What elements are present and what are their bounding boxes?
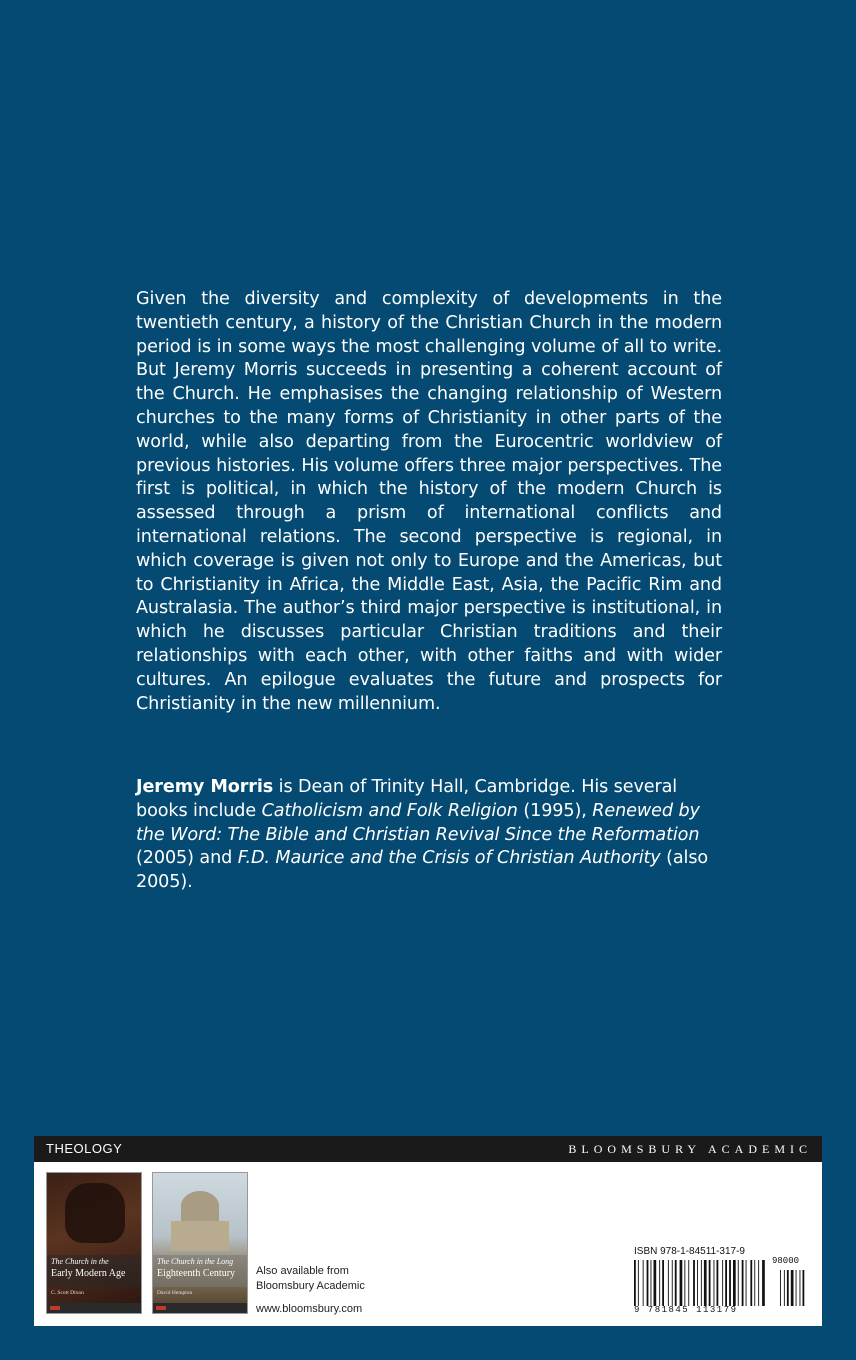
website-link[interactable]: www.bloomsbury.com [256, 1303, 363, 1315]
related-book-cover [46, 1172, 142, 1314]
portrait-image [65, 1183, 125, 1243]
barcode-digits: 9 781845 113179 [634, 1305, 738, 1315]
cathedral-dome-image [181, 1191, 219, 1221]
author-bio [136, 776, 722, 895]
bio-text-4: (also 2005). [136, 848, 709, 893]
back-cover-blurb: Given the diversity and complexity of developments in the twentieth century, a history of the Christian Church in the modern period is in some ways the most challenging volume of all to write. But Jeremy Morris succeeds in presenting a coherent account of the Church. He emphasises the changing relationship of Western churches to the many forms of Christianity in other parts of the world, while also departing from the Eurocentric worldview of previous histories. His volume offers three major perspectives. The first is political, in which the history of the modern Church is assessed through a prism of international conflicts and international relations. The second perspective is regional, in which coverage is given not only to Europe and the Americas, but to Christianity in Africa, the Middle East, Asia, the Pacific Rim and Australasia. The author’s third major perspective is institutional, in which he discusses particular Christian traditions and their relationships with each other, with other faiths and with wider cultures. An epilogue evaluates the future and prospects for Christianity in the new millennium. [136, 289, 722, 714]
author-name: Jeremy Morris [136, 777, 274, 797]
book-title-line1: The Church in the [51, 1257, 109, 1266]
bio-book-2: Renewed by the Word: The Bible and Christian Revival Since the Reformation [136, 800, 700, 845]
bio-book-3: F.D. Maurice and the Crisis of Christian Authority [237, 848, 661, 869]
price-code: 98000 [772, 1256, 800, 1266]
also-available: Also available from Bloomsbury Academic [256, 1265, 365, 1292]
book-title-line2: Early Modern Age [51, 1268, 126, 1279]
book-author: C. Scott Dixon [51, 1290, 84, 1296]
category-bar [34, 1136, 822, 1162]
bio-text-2: (1995), [517, 800, 593, 821]
footer-panel [34, 1162, 822, 1326]
barcode-icon [634, 1260, 810, 1306]
bio-book-1: Catholicism and Folk Religion [261, 800, 518, 821]
series-stripe [47, 1303, 141, 1313]
series-stripe [153, 1303, 247, 1313]
bio-text-3: (2005) and [136, 848, 238, 869]
book-title-line2: Eighteenth Century [157, 1268, 236, 1279]
book-title-line1: The Church in the Long [157, 1257, 234, 1266]
bio-text-1: is Dean of Trinity Hall, Cambridge. His several books include [136, 777, 678, 821]
book-author: David Hempton [157, 1290, 193, 1296]
isbn-label: ISBN 978-1-84511-317-9 [634, 1246, 745, 1257]
category-label: THEOLOGY [46, 1141, 123, 1156]
related-book-cover [152, 1172, 248, 1314]
publisher-label: BLOOMSBURY ACADEMIC [568, 1142, 812, 1156]
